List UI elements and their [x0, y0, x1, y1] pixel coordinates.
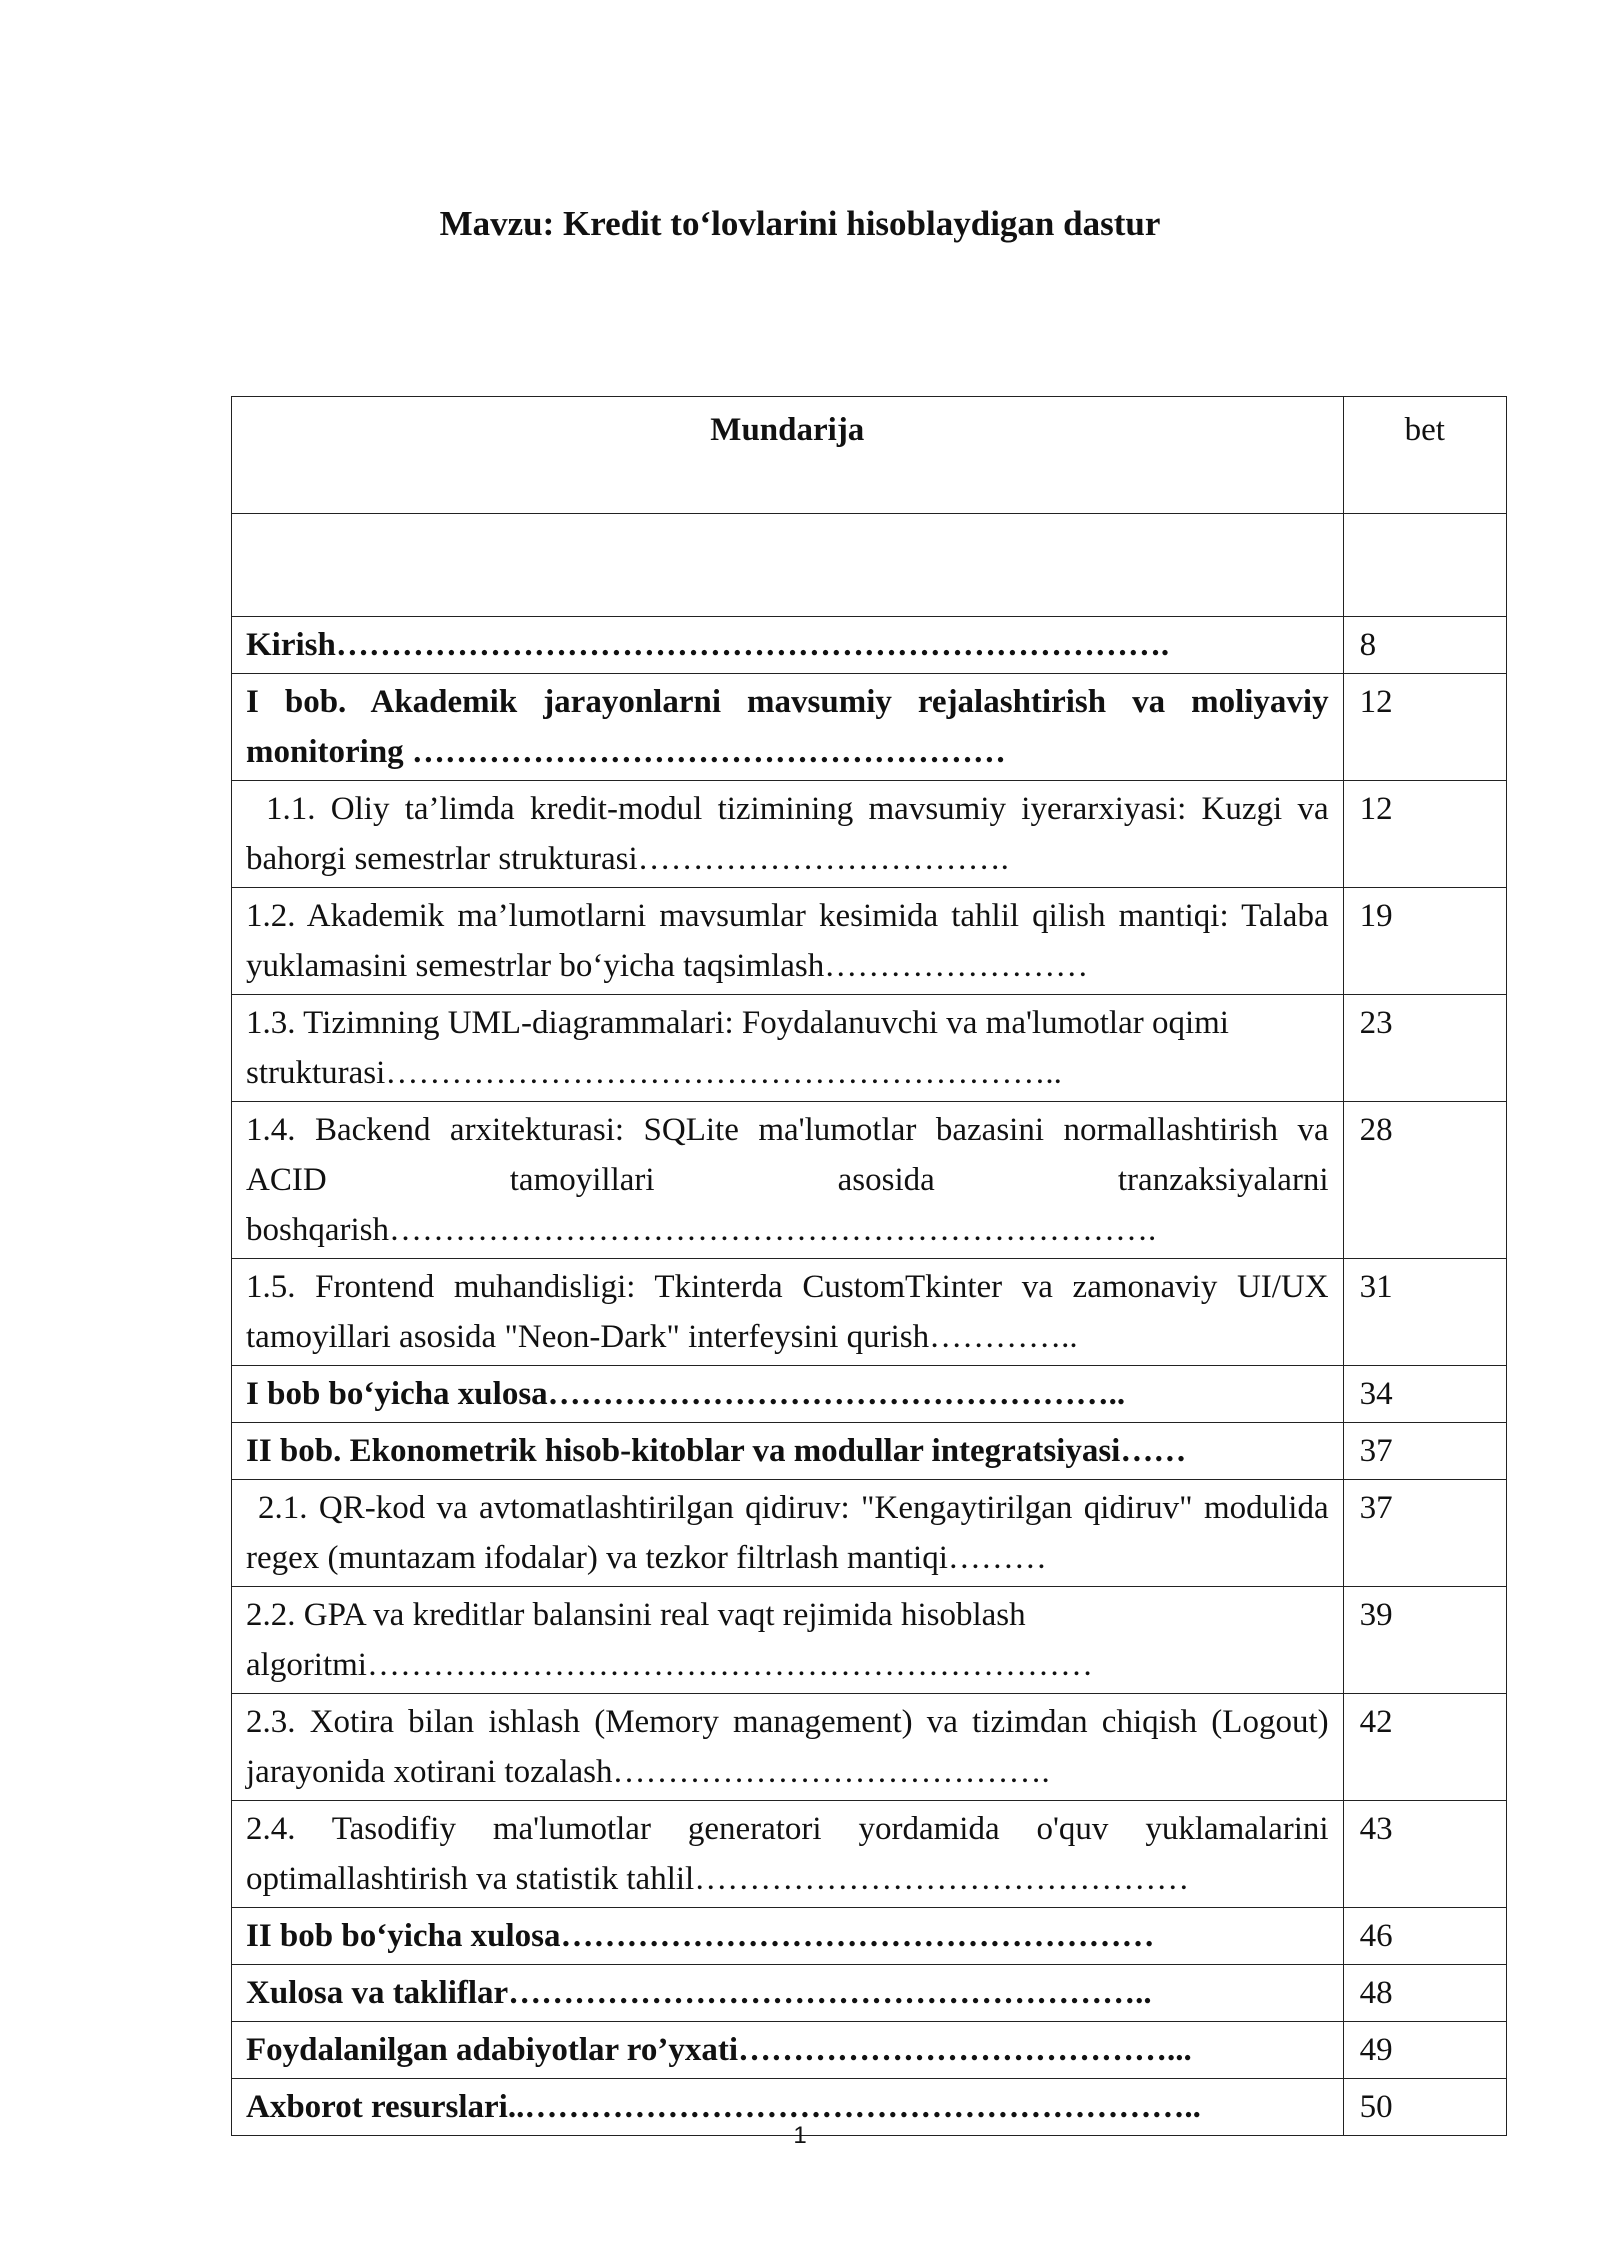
toc-entry-title: Axborot resurslari..…………………………………………………….. [232, 2079, 1344, 2136]
toc-entry-title: 2.3. Xotira bilan ishlash (Memory management) va tizimdan chiqish (Logout) jarayonida xotirani tozalash…………………………………. [232, 1694, 1344, 1801]
toc-entry-title: 1.1. Oliy ta’limda kredit-modul tizimining mavsumiy iyerarxiyasi: Kuzgi va bahorgi semestrlar strukturasi……………………………. [232, 781, 1344, 888]
table-of-contents [231, 396, 1507, 2136]
toc-row [232, 674, 1507, 781]
toc-entry-page: 43 [1343, 1801, 1506, 1908]
toc-row [232, 2022, 1507, 2079]
toc-entry-title: Xulosa va takliflar………………………………………………….. [232, 1965, 1344, 2022]
toc-entry-page: 37 [1343, 1423, 1506, 1480]
toc-entry-page: 31 [1343, 1259, 1506, 1366]
toc-blank-page-cell [1343, 514, 1506, 617]
toc-row [232, 995, 1507, 1102]
toc-row [232, 1259, 1507, 1366]
toc-entry-page: 39 [1343, 1587, 1506, 1694]
toc-header-page: bet [1343, 397, 1506, 514]
document-topic: Mavzu: Kredit to‘lovlarini hisoblaydigan dastur [439, 204, 1161, 243]
page-number: 1 [793, 2122, 807, 2149]
toc-row [232, 617, 1507, 674]
toc-header-title: Mundarija [232, 397, 1344, 514]
toc-entry-title: Foydalanilgan adabiyotlar ro’yxati…………………………………... [232, 2022, 1344, 2079]
toc-entry-page: 19 [1343, 888, 1506, 995]
toc-entry-title: 2.2. GPA va kreditlar balansini real vaqt rejimida hisoblash algoritmi………………………………………………………… [232, 1587, 1344, 1694]
toc-row [232, 1366, 1507, 1423]
toc-entry-title: II bob. Ekonometrik hisob-kitoblar va modullar integratsiyasi…… [232, 1423, 1344, 1480]
toc-entry-title: I bob bo‘yicha xulosa…………………………………………….. [232, 1366, 1344, 1423]
toc-entry-page: 49 [1343, 2022, 1506, 2079]
toc-blank-row [232, 514, 1507, 617]
toc-entry-page: 48 [1343, 1965, 1506, 2022]
toc-entry-page: 50 [1343, 2079, 1506, 2136]
toc-row [232, 1480, 1507, 1587]
toc-entry-title: I bob. Akademik jarayonlarni mavsumiy rejalashtirish va moliyaviy monitoring ……………………………………………… [232, 674, 1344, 781]
toc-row [232, 1965, 1507, 2022]
toc-row [232, 781, 1507, 888]
toc-entry-title: II bob bo‘yicha xulosa……………………………………………… [232, 1908, 1344, 1965]
toc-row [232, 888, 1507, 995]
toc-entry-title: 1.2. Akademik ma’lumotlarni mavsumlar kesimida tahlil qilish mantiqi: Talaba yuklamasini semestrlar bo‘yicha taqsimlash…………………… [232, 888, 1344, 995]
toc-entry-page: 12 [1343, 781, 1506, 888]
toc-entry-title: 1.3. Tizimning UML-diagrammalari: Foydalanuvchi va ma'lumotlar oqimi strukturasi…………………………………………………….. [232, 995, 1344, 1102]
toc-entry-page: 23 [1343, 995, 1506, 1102]
toc-row [232, 1801, 1507, 1908]
toc-header-row [232, 397, 1507, 514]
toc-row [232, 1587, 1507, 1694]
toc-entry-page: 12 [1343, 674, 1506, 781]
toc-row [232, 1694, 1507, 1801]
toc-entry-title: 2.1. QR-kod va avtomatlashtirilgan qidiruv: "Kengaytirilgan qidiruv" modulida regex (muntazam ifodalar) va tezkor filtrlash mantiqi……… [232, 1480, 1344, 1587]
toc-entry-title: 1.5. Frontend muhandisligi: Tkinterda CustomTkinter va zamonaviy UI/UX tamoyillari asosida "Neon-Dark" interfeysini qurish………….. [232, 1259, 1344, 1366]
toc-entry-page: 42 [1343, 1694, 1506, 1801]
toc-entry-title: Kirish…………………………………………………………………. [232, 617, 1344, 674]
toc-row [232, 1423, 1507, 1480]
toc-entry-title: 2.4. Tasodifiy ma'lumotlar generatori yordamida o'quv yuklamalarini optimallashtirish va statistik tahlil……………………………………… [232, 1801, 1344, 1908]
toc-entry-page: 37 [1343, 1480, 1506, 1587]
toc-entry-page: 46 [1343, 1908, 1506, 1965]
toc-blank-cell [232, 514, 1344, 617]
toc-entry-page: 34 [1343, 1366, 1506, 1423]
toc-row [232, 1102, 1507, 1259]
toc-row [232, 1908, 1507, 1965]
toc-entry-page: 28 [1343, 1102, 1506, 1259]
toc-entry-title: 1.4. Backend arxitekturasi: SQLite ma'lumotlar bazasini normallashtirish va ACID tamoyillari asosida tranzaksiyalarni boshqarish……………………………………………………………. [232, 1102, 1344, 1259]
toc-entry-page: 8 [1343, 617, 1506, 674]
